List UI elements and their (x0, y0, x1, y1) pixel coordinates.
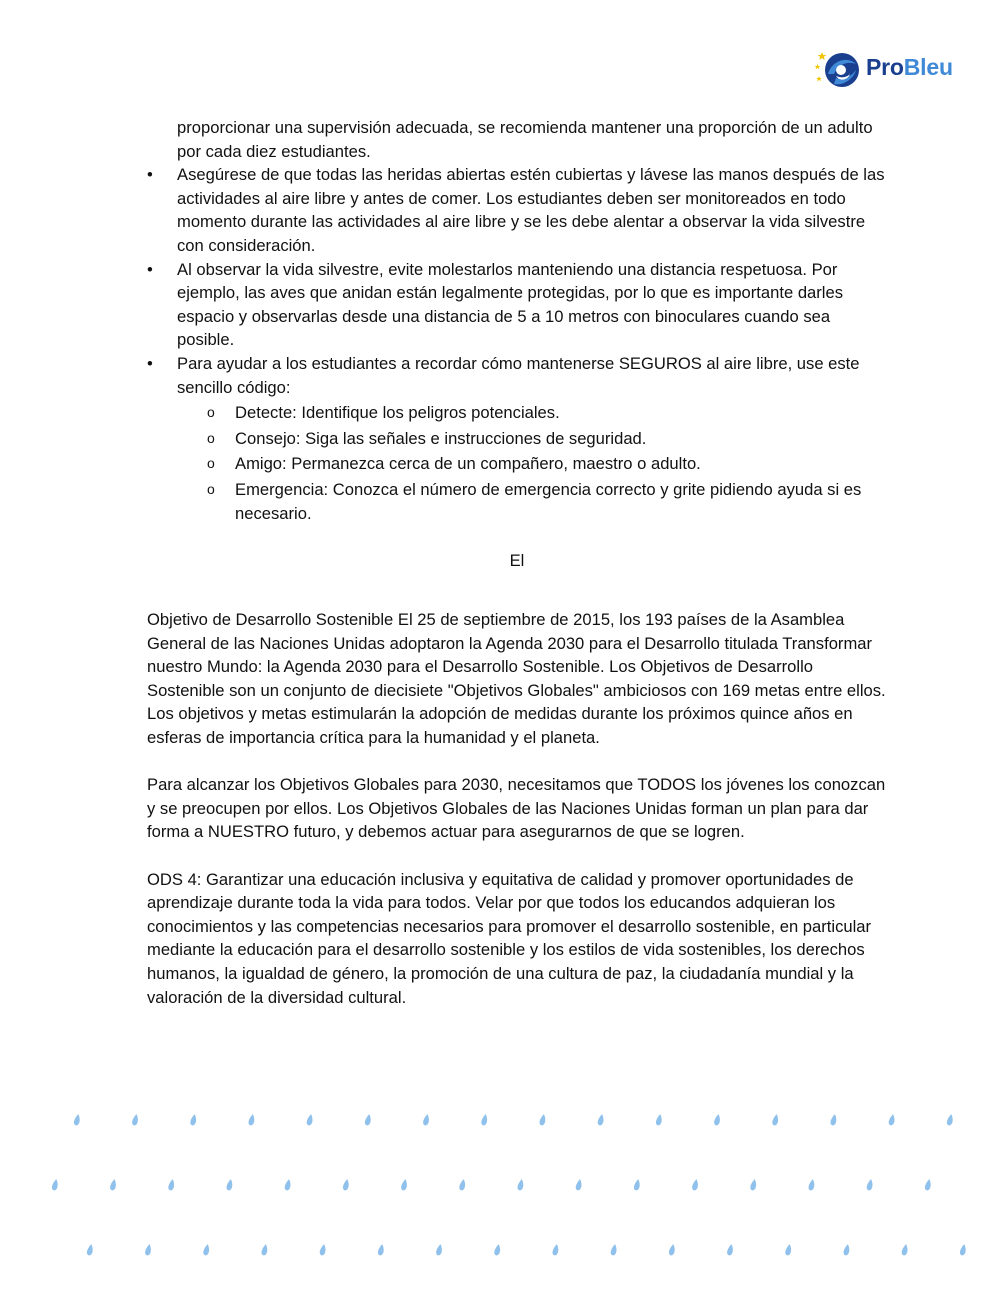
bullet-text: Asegúrese de que todas las heridas abiertas estén cubiertas y lávese las manos después de las actividades al aire libre y antes de comer. Los estudiantes deben ser monitoreados en todo momento durante las actividades al aire libre y se les debe alentar a observar la vida silvestre con consideración. (177, 165, 885, 255)
droplet-decoration (668, 1244, 676, 1256)
sub-bullet-marker: o (207, 455, 215, 472)
droplet-decoration (597, 1114, 605, 1126)
sub-bullet-marker: o (207, 429, 215, 446)
sub-bullet-marker: o (207, 480, 215, 497)
droplet-decoration (86, 1244, 94, 1256)
intro-continuation: proporcionar una supervisión adecuada, se recomienda mantener una proporción de un adulto por cada diez estudiantes. (177, 118, 873, 161)
paragraph-global-goals: Para alcanzar los Objetivos Globales para 2030, necesitamos que TODOS los jóvenes los conozcan y se preocupen por ellos. Los Objetivos Globales de las Naciones Unidas forman un plan para dar forma a NUESTRO futuro, y debemos actuar para asegurarnos de que se logren. (147, 775, 886, 842)
droplet-decoration (726, 1244, 734, 1256)
sub-item-amigo (177, 452, 887, 476)
sub-item-emergencia (177, 478, 887, 525)
droplet-decoration (655, 1114, 663, 1126)
paragraph-sdg-intro: Objetivo de Desarrollo Sostenible El 25 de septiembre de 2015, los 193 países de la Asamblea General de las Naciones Unidas adoptaron la Agenda 2030 para el Desarrollo titulada Transformar nuestro Mundo: la Agenda 2030 para el Desarrollo Sostenible. Los Objetivos de Desarrollo Sostenible son un conjunto de diecisiete "Objetivos Globales" ambiciosos con 169 metas entre ellos. Los objetivos y metas estimularán la adopción de medidas durante los próximos quince años en esferas de importancia crítica para la humanidad y el planeta. (147, 610, 886, 748)
droplet-decoration (73, 1114, 81, 1126)
droplet-decoration (575, 1179, 583, 1191)
probleu-logo-icon (814, 48, 862, 92)
droplet-decoration (691, 1179, 699, 1191)
droplet-decoration (946, 1114, 954, 1126)
sub-item-consejo (177, 427, 887, 451)
droplet-decoration (901, 1244, 909, 1256)
safety-bullet-list (147, 163, 887, 525)
bullet-item-wildlife (147, 258, 887, 352)
droplet-decoration (959, 1244, 967, 1256)
droplet-decoration (924, 1179, 932, 1191)
droplet-decoration (377, 1244, 385, 1256)
droplet-decoration (284, 1179, 292, 1191)
droplet-decoration (517, 1179, 525, 1191)
sub-item-text: Amigo: Permanezca cerca de un compañero, maestro o adulto. (235, 454, 701, 474)
droplet-decoration (261, 1244, 269, 1256)
sub-item-text: Detecte: Identifique los peligros potenciales. (235, 403, 560, 423)
droplet-decoration (830, 1114, 838, 1126)
sub-item-detecte (177, 401, 887, 425)
droplet-decoration (866, 1179, 874, 1191)
paragraph-ods4: ODS 4: Garantizar una educación inclusiva y equitativa de calidad y promover oportunidades de aprendizaje durante toda la vida para todos. Velar por que todos los educandos adquieran los conocimientos y las competencias necesarios para promover el desarrollo sostenible, en particular mediante la educación para el desarrollo sostenible y los estilos de vida sostenibles, los derechos humanos, la igualdad de género, la promoción de una cultura de paz, la ciudadanía mundial y la valoración de la diversidad cultural. (147, 869, 872, 1007)
bullet-text: Al observar la vida silvestre, evite molestarlos manteniendo una distancia respetuosa. Por ejemplo, las aves que anidan están legalmente protegidas, por lo que es importante darles espacio y observarlas desde una distancia de 5 a 10 metros con binoculares cuando sea posible. (177, 259, 844, 350)
droplet-decoration (785, 1244, 793, 1256)
droplet-decoration (109, 1179, 117, 1191)
bullet-item-wounds (147, 163, 887, 257)
droplet-decoration (633, 1179, 641, 1191)
droplet-decoration (435, 1244, 443, 1256)
bullet-item-safe-code (147, 352, 887, 525)
sub-item-text: Consejo: Siga las señales e instrucciones de seguridad. (235, 428, 647, 448)
droplet-decoration (168, 1179, 176, 1191)
droplet-decoration (51, 1179, 59, 1191)
droplet-decoration (226, 1179, 234, 1191)
droplet-decoration (144, 1244, 152, 1256)
droplet-decoration (750, 1179, 758, 1191)
droplet-decoration (400, 1179, 408, 1191)
safe-code-sublist (177, 401, 887, 525)
droplet-decoration (713, 1114, 721, 1126)
document-body (147, 116, 887, 1009)
droplet-decoration (203, 1244, 211, 1256)
bullet-marker: • (147, 165, 153, 185)
droplet-decoration (131, 1114, 139, 1126)
sub-bullet-marker: o (207, 404, 215, 421)
droplet-decoration (539, 1114, 547, 1126)
droplet-decoration (772, 1114, 780, 1126)
droplet-decoration (808, 1179, 816, 1191)
droplet-decoration (494, 1244, 502, 1256)
droplet-decoration (306, 1114, 314, 1126)
droplet-decoration (342, 1179, 350, 1191)
bullet-text: Para ayudar a los estudiantes a recordar cómo mantenerse SEGUROS al aire libre, use este sencillo código: (177, 353, 860, 397)
droplet-decoration (459, 1179, 467, 1191)
centered-heading-fragment: El (509, 551, 525, 571)
bullet-marker: • (147, 353, 153, 373)
droplet-decoration (248, 1114, 256, 1126)
droplet-decoration (190, 1114, 198, 1126)
bullet-marker: • (147, 259, 153, 279)
droplet-decoration (552, 1244, 560, 1256)
droplet-decoration (422, 1114, 430, 1126)
droplet-decoration (364, 1114, 372, 1126)
droplet-decoration (888, 1114, 896, 1126)
droplet-decoration (610, 1244, 618, 1256)
droplet-decoration (319, 1244, 327, 1256)
probleu-logo-text: ProBleu (866, 54, 953, 80)
probleu-logo (814, 48, 974, 92)
decorative-droplet-pattern (0, 1090, 1000, 1270)
sub-item-text: Emergencia: Conozca el número de emergencia correcto y grite pidiendo ayuda si es necesario. (235, 479, 862, 523)
droplet-decoration (481, 1114, 489, 1126)
droplet-decoration (843, 1244, 851, 1256)
